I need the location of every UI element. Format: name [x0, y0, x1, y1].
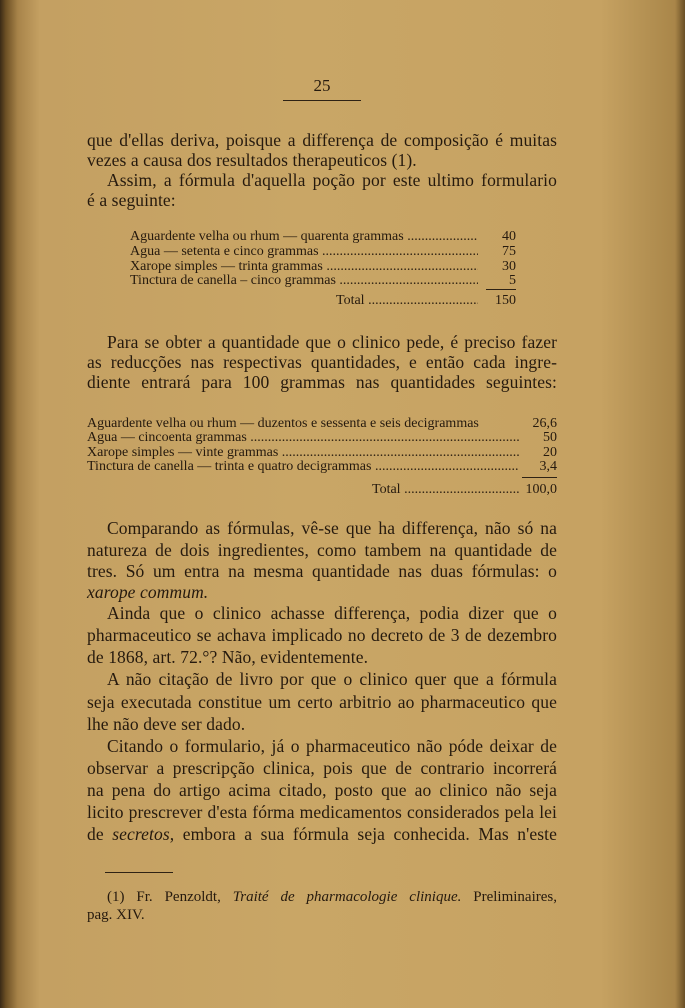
- text-span: embora a sua fórmula seja conhecida. Mas n'este: [174, 824, 557, 844]
- text-line: seja executada constitue um certo arbitrio ao pharmaceutico que: [87, 692, 557, 712]
- text-line: vezes a causa dos resultados therapeuticos (1).: [87, 150, 417, 170]
- row-value: 30: [502, 259, 516, 274]
- text-line: [87, 582, 557, 602]
- table-row: [130, 229, 516, 244]
- text-span: de: [87, 824, 113, 844]
- row-value: 20: [543, 445, 557, 460]
- sum-rule: [522, 477, 557, 478]
- text-line: lhe não deve ser dado.: [87, 714, 246, 734]
- text-line: natureza de dois ingredientes, como tambem na quantidade de: [87, 540, 557, 560]
- italic-term: secretos,: [112, 824, 175, 844]
- text-line: Ainda que o clinico achasse differença, podia dizer que o: [107, 603, 557, 623]
- total-row: [372, 482, 557, 497]
- table-row: [130, 259, 516, 274]
- row-label: Agua — setenta e cinco grammas .....: [130, 244, 478, 259]
- text-line: as reducções nas respectivas quantidades, e então cada ingre-: [87, 352, 557, 372]
- text-line: que d'ellas deriva, poisque a differença de composição é muitas: [87, 130, 557, 150]
- row-label: Xarope simples — vinte grammas .....: [87, 445, 519, 460]
- row-value: 26,6: [532, 416, 557, 431]
- row-value: 50: [543, 430, 557, 445]
- text-line: tres. Só um entra na mesma quantidade nas duas fórmulas: o: [87, 561, 557, 581]
- text-line: licito prescrever d'esta fórma medicamentos considerados pela lei: [87, 802, 557, 822]
- text-line: diente entrará para 100 grammas nas quantidades seguintes:: [87, 372, 557, 392]
- table-row: [130, 244, 516, 259]
- row-label: Tinctura de canella — trinta e quatro decigrammas .....: [87, 459, 519, 474]
- total-label: Total .....: [372, 482, 519, 497]
- sum-rule: [486, 289, 516, 290]
- text-line: Assim, a fórmula d'aquella poção por este ultimo formulario: [107, 170, 557, 190]
- total-value: 150: [495, 293, 516, 308]
- row-value: 3,4: [539, 459, 557, 474]
- table-row: [87, 430, 557, 445]
- page-number: 25: [313, 76, 331, 95]
- table-row: [130, 273, 516, 288]
- row-label: Agua — cincoenta grammas .....: [87, 430, 519, 445]
- total-value: 100,0: [525, 482, 557, 497]
- table-row: [87, 416, 557, 431]
- text-line: A não citação de livro por que o clinico quer que a fórmula: [107, 669, 557, 689]
- row-value: 5: [509, 273, 516, 288]
- text-line: Comparando as fórmulas, vê-se que ha differença, não só na: [107, 518, 557, 538]
- italic-title: Traité de pharmacologie clinique.: [232, 889, 462, 905]
- footnote-line: pag. XIV.: [87, 907, 145, 923]
- text-line: pharmaceutico se achava implicado no decreto de 3 de dezembro: [87, 625, 557, 645]
- row-label: Xarope simples — trinta grammas .....: [130, 259, 478, 274]
- row-value: 75: [502, 244, 516, 259]
- table-row: [87, 445, 557, 460]
- footnote: [107, 888, 557, 906]
- text-line: Citando o formulario, já o pharmaceutico não póde deixar de: [107, 736, 557, 756]
- row-label: Tinctura de canella – cinco grammas .....: [130, 273, 478, 288]
- text-line: Para se obter a quantidade que o clinico pede, é preciso fazer: [107, 332, 557, 352]
- total-row: [336, 293, 516, 308]
- text-line: de 1868, art. 72.°? Não, evidentemente.: [87, 647, 369, 667]
- text-span: (1) Fr. Penzoldt,: [107, 889, 233, 905]
- italic-term: xarope commum.: [87, 582, 209, 602]
- text-line: observar a prescripção clinica, pois que de contrario incorrerá: [87, 758, 557, 778]
- text-line: [87, 824, 557, 844]
- table-row: [87, 459, 557, 474]
- row-label: Aguardente velha ou rhum — quarenta grammas .....: [130, 229, 478, 244]
- text-line: é a seguinte:: [87, 190, 176, 210]
- total-label: Total .....: [336, 293, 478, 308]
- header-rule: [283, 100, 361, 101]
- text-span: Preliminaires,: [461, 889, 558, 905]
- footnote-rule: [105, 872, 173, 873]
- row-label: Aguardente velha ou rhum — duzentos e sessenta e seis decigrammas: [87, 416, 479, 431]
- text-line: na pena do artigo acima citado, posto que ao clinico não seja: [87, 780, 557, 800]
- row-value: 40: [502, 229, 516, 244]
